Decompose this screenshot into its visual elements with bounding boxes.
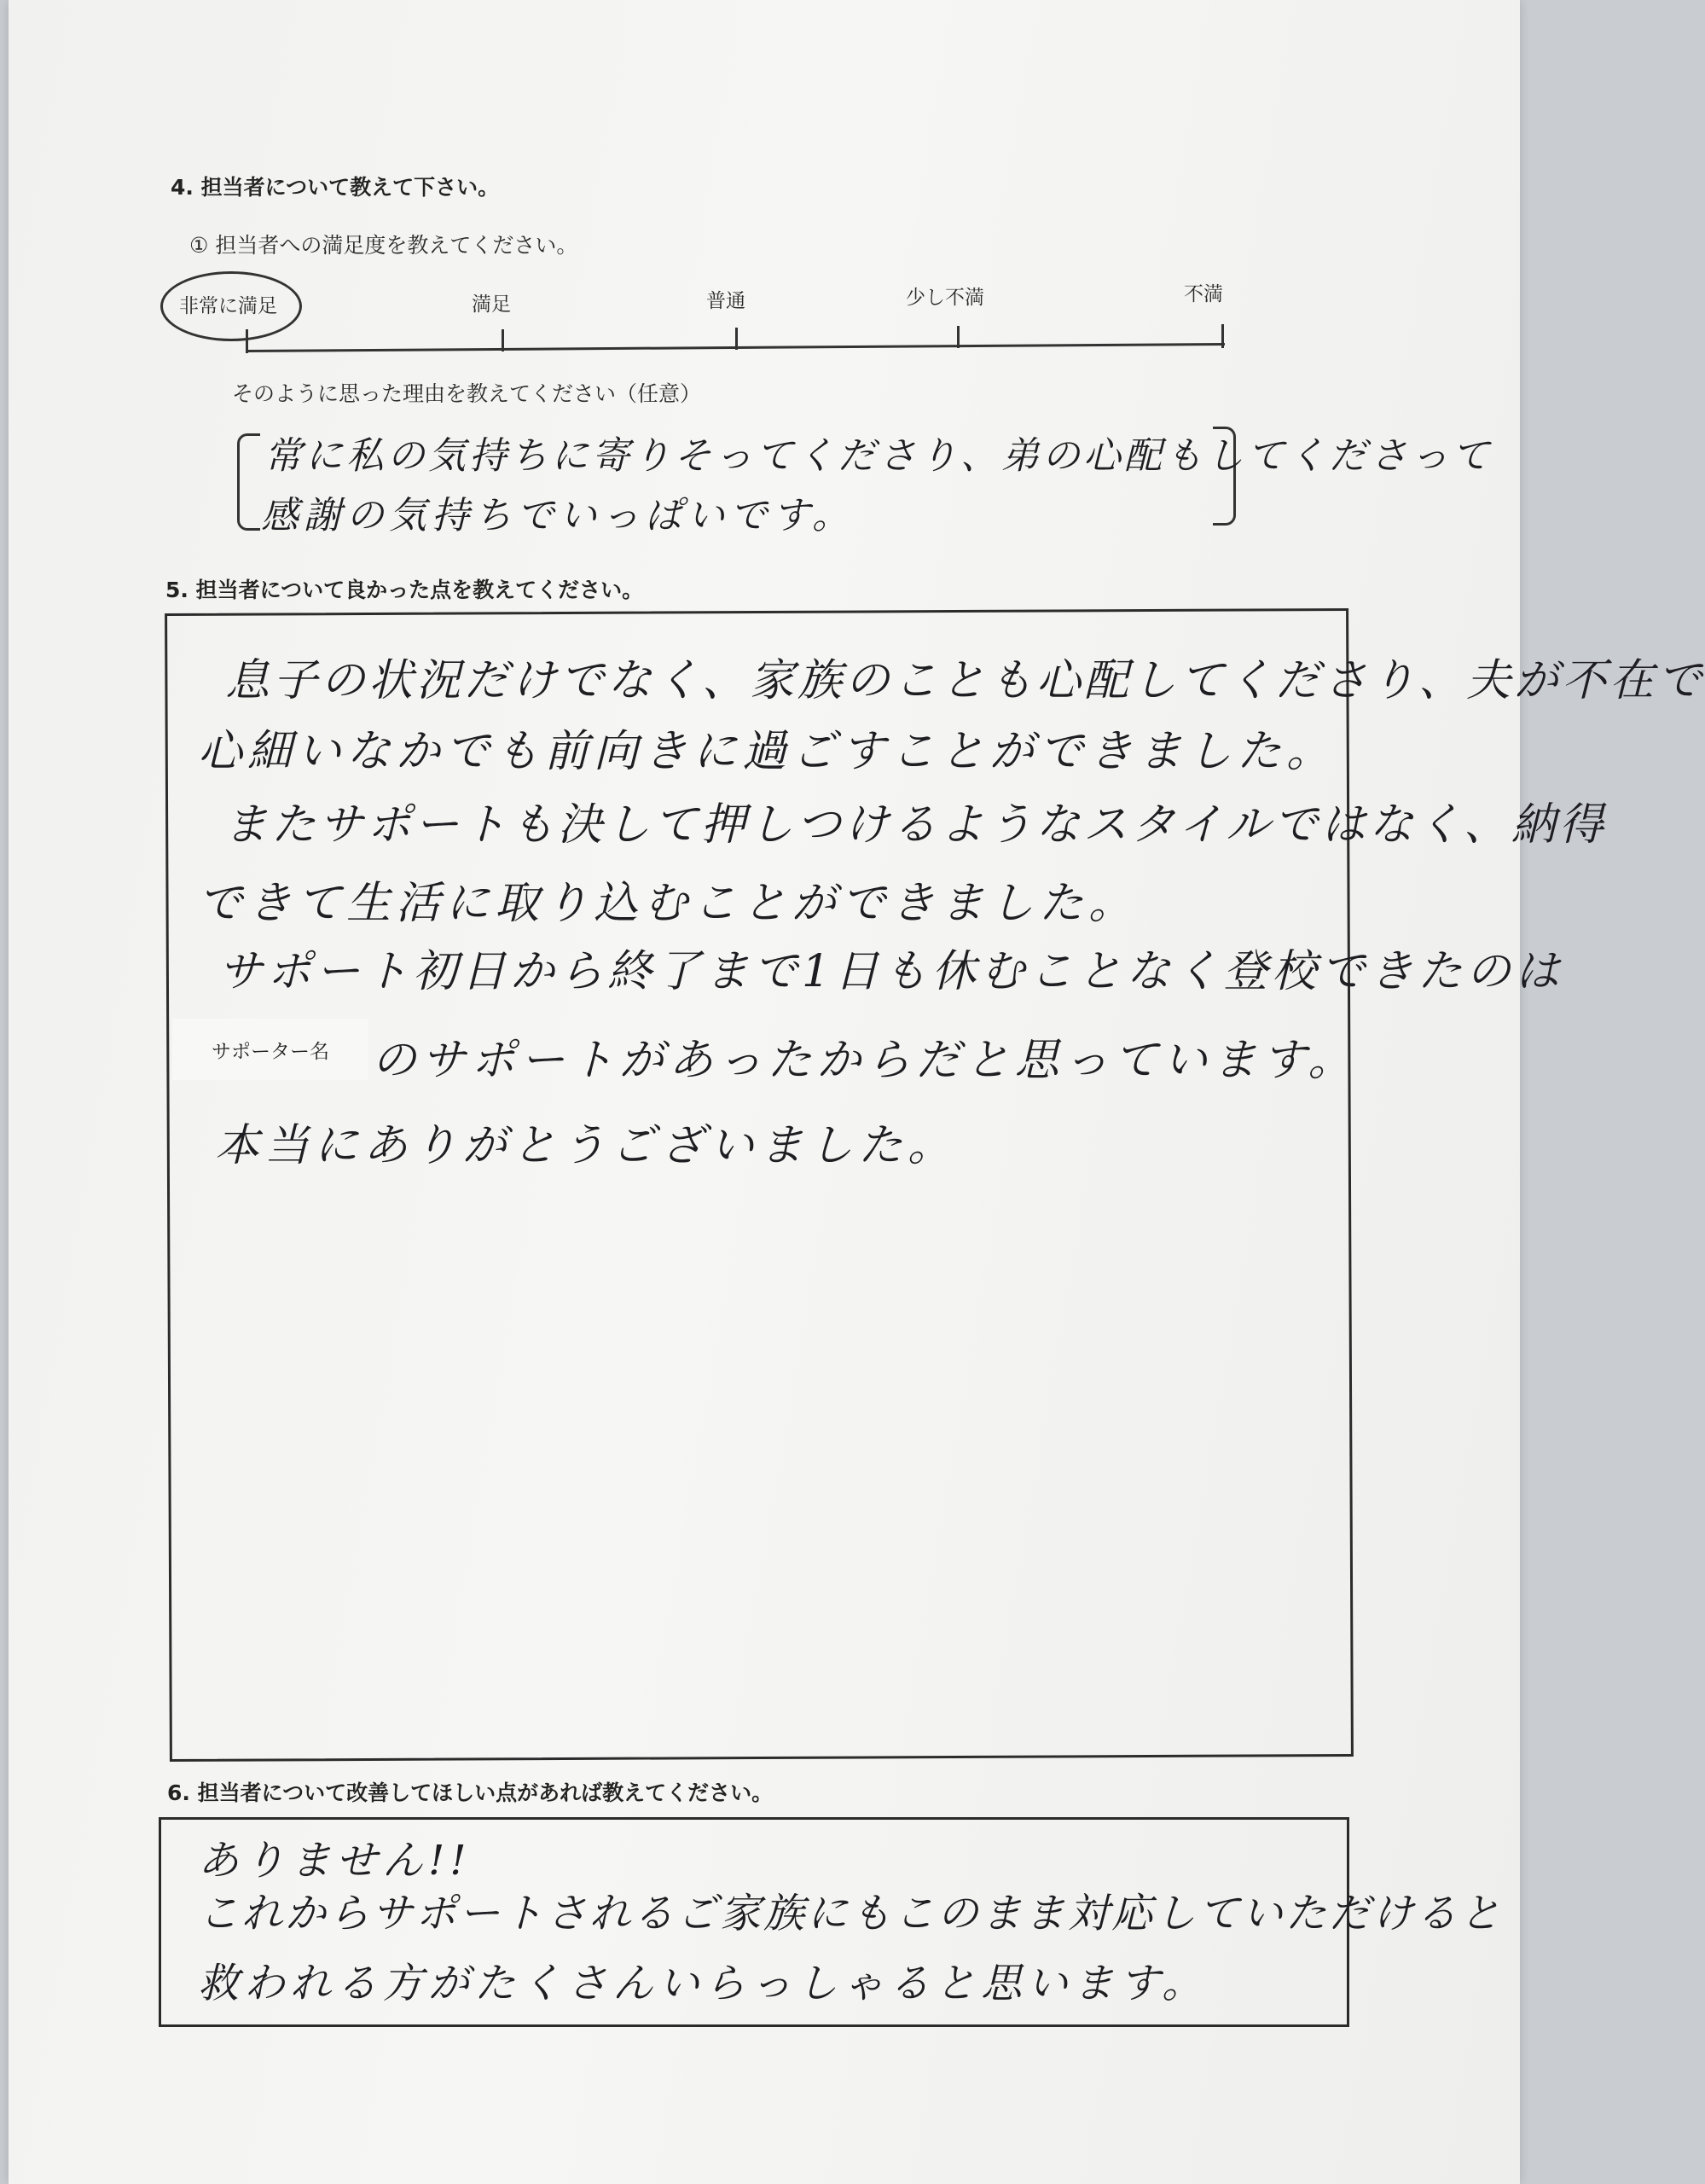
good-points-box [165, 608, 1354, 1762]
scale-tick [957, 326, 960, 348]
supporter-name-redaction: サポーター名 [172, 1019, 368, 1080]
satisfaction-question: ① 担当者への満足度を教えてください。 [189, 233, 578, 258]
scale-tick [1221, 324, 1224, 348]
survey-page [9, 0, 1705, 2184]
good-line-6: のサポートがあったからだと思っています。 [372, 1035, 1358, 1086]
reason-line-2: 感謝の気持ちでいっぱいです。 [261, 494, 855, 537]
scale-label-slightly-dissatisfied: 少し不満 [906, 287, 984, 309]
scale-label-neutral: 普通 [706, 290, 745, 312]
reason-bracket-left [237, 433, 260, 531]
good-line-4: できて生活に取り込むことができました。 [198, 878, 1139, 929]
good-line-2: 心細いなかでも前向きに過ごすことができました。 [198, 726, 1337, 777]
scale-label-very-satisfied: 非常に満足 [179, 295, 277, 317]
scale-label-satisfied: 満足 [472, 293, 511, 316]
section6-heading: 6. 担当者について改善してほしい点があれば教えてください。 [167, 1780, 774, 1805]
good-line-7: 本当にありがとうございました。 [215, 1120, 958, 1171]
section5-heading: 5. 担当者について良かった点を教えてください。 [165, 578, 644, 602]
improve-line-3: 救われる方がたくさんいらっしゃると思います。 [198, 1960, 1209, 2007]
improve-line-1: ありません!! [198, 1837, 472, 1885]
scale-tick [246, 329, 248, 353]
section4-heading: 4. 担当者について教えて下さい。 [171, 175, 500, 200]
scale-tick [502, 329, 504, 351]
good-line-1: 息子の状況だけでなく、家族のことも心配してくださり、夫が不在で [225, 655, 1705, 706]
reason-line-1: 常に私の気持ちに寄りそってくださり、弟の心配もしてくださって [264, 434, 1493, 478]
reason-prompt: そのように思った理由を教えてください（任意） [232, 381, 702, 406]
selected-circle [160, 271, 302, 341]
scale-tick [735, 328, 738, 350]
good-line-3: またサポートも決して押しつけるようなスタイルではなく、納得 [223, 799, 1607, 851]
scale-label-dissatisfied: 不満 [1184, 283, 1223, 305]
good-line-5: サポート初日から終了まで1日も休むことなく登校できたのは [218, 946, 1564, 997]
improve-line-2: これからサポートされるご家族にもこのまま対応していただけると [198, 1890, 1504, 1937]
